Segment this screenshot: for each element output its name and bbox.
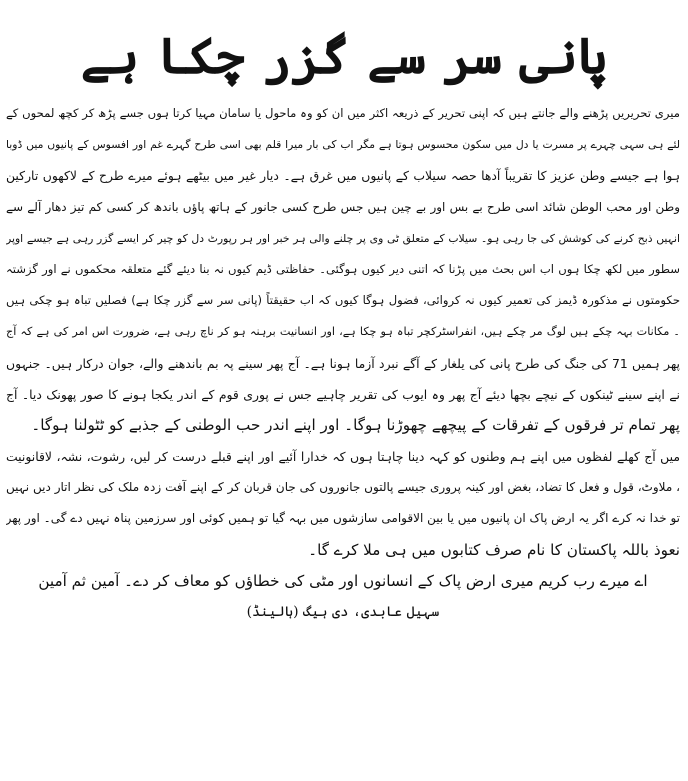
paragraph-end-line: پھر تمام تر فرقوں کے تفرقات کے پیچھے چھوڑنا ہوگا۔ اور اپنے اندر حب الوطنی کے جذبے کو ٹٹولنا ہوگا۔ <box>31 415 680 434</box>
paragraph-end-line: نعوذ باللہ پاکستان کا نام صرف کتابوں میں ہی ملا کرے گا۔ <box>308 540 680 559</box>
closing-prayer: اے میرے رب کریم میری ارض پاک کے انسانوں اور مٹی کی خطاؤں کو معاف کر دے۔ آمین ثم آمین <box>38 571 648 590</box>
body-line: تو خدا نہ کرے اگر یہ ارض پاک ان پانیوں میں یا بین الاقوامی سازشوں میں بہہ گیا تو ہمیں کوئی اور سرزمین پناہ نہیں دے گی۔ اور پھر <box>6 511 680 526</box>
body-line: ہوا ہے جیسے وطن عزیز کا تقریباً آدھا حصہ سیلاب کے پانیوں میں غرق ہے۔ دیار غیر میں بیٹھے ہوئے میرے طرح کے لاکھوں تارکین <box>6 168 680 184</box>
body-line: لئے ہی سہی چہرے پر مسرت یا دل میں سکون محسوس ہوتا ہے مگر اب کی بار میرا قلم بھی اسی طرح گہرے غم اور افسوس کے پانیوں میں ڈوبا <box>6 138 680 152</box>
body-line: انہیں ذبح کرنے کی کوشش کی جا رہی ہو۔ سیلاب کے متعلق ٹی وی پر چلنے والی ہر خبر اور ہر رپورٹ دل کو چیر کر ایسے گزر رہی ہے جیسے اوپر <box>6 231 680 245</box>
body-line: میری تحریریں پڑھنے والے جانتے ہیں کہ اپنی تحریر کے ذریعہ اکثر میں ان کو وہ ماحول یا سامان مہیا کرتا ہوں جسے پڑھ کر کچھ لمحوں کے <box>6 106 680 120</box>
body-line: ، ملاوٹ، قول و فعل کا تضاد، بغض اور کینہ پروری جیسے پالتوں جانوروں کی جان قربان کر کے اپنے آفت زدہ ملک کی نظر اتار دیں نہیں <box>6 480 680 495</box>
body-line: ۔ مکانات بہہ چکے ہیں لوگ مر چکے ہیں، انفراسٹرکچر تباہ ہو چکا ہے، اور انسانیت برہنہ ہو کر ناچ رہی ہے، ضرورت اس امر کی ہے کہ آج <box>6 325 680 339</box>
author-signature: سہیل عابدی، دی ہیگ (ہالینڈ) <box>246 604 440 620</box>
article-title: پانی سر سے گزر چکا ہے <box>80 26 608 85</box>
article-body <box>6 98 680 628</box>
body-line: پھر ہمیں 71 کی جنگ کی طرح پانی کی یلغار کے آگے نبرد آزما ہونا ہے۔ آج پھر سینے پہ بم باندھنے والے، جوان درکار ہیں۔ جنہوں <box>6 355 680 371</box>
body-line: وطن اور محب الوطن شائد اسی طرح بے بس اور بے چین ہیں جس طرح کسی جانور کے ہاتھ پاؤں باندھ کر کسی کم تیز دھار آلے سے <box>6 199 680 214</box>
body-line: حکومتوں نے مذکورہ ڈیمز کی تعمیر کیوں نہ کروائی، فضول ہوگا کیوں کہ اب حقیقتاً (پانی سر سے گزر چکا ہے) فصلیں تباہ ہو چکی ہیں <box>6 293 680 308</box>
body-line: سطور میں لکھ چکا ہوں اب اس بحث میں پڑنا کہ اتنی دیر کیوں ہوگئی۔ حفاظتی ڈیم کیوں نہ بنا دیئے گئے متعلقہ محکموں نے اور گزشتہ <box>6 261 680 276</box>
body-line: میں آج کھلے لفظوں میں اپنے ہم وطنوں کو کہہ دینا چاہتا ہوں کہ خدارا آئیے اور اپنے قبلے درست کر لیں، رشوت، نشہ، لاقانونیت <box>6 449 680 465</box>
body-line: نے اپنے سینے ٹینکوں کے نیچے بچھا دیئے آج پھر وہ ایوب کی تقریر چاہیے جس نے پوری قوم کے اندر یکجا ہونے کا صور پھونک دیا۔ آج <box>6 386 680 402</box>
